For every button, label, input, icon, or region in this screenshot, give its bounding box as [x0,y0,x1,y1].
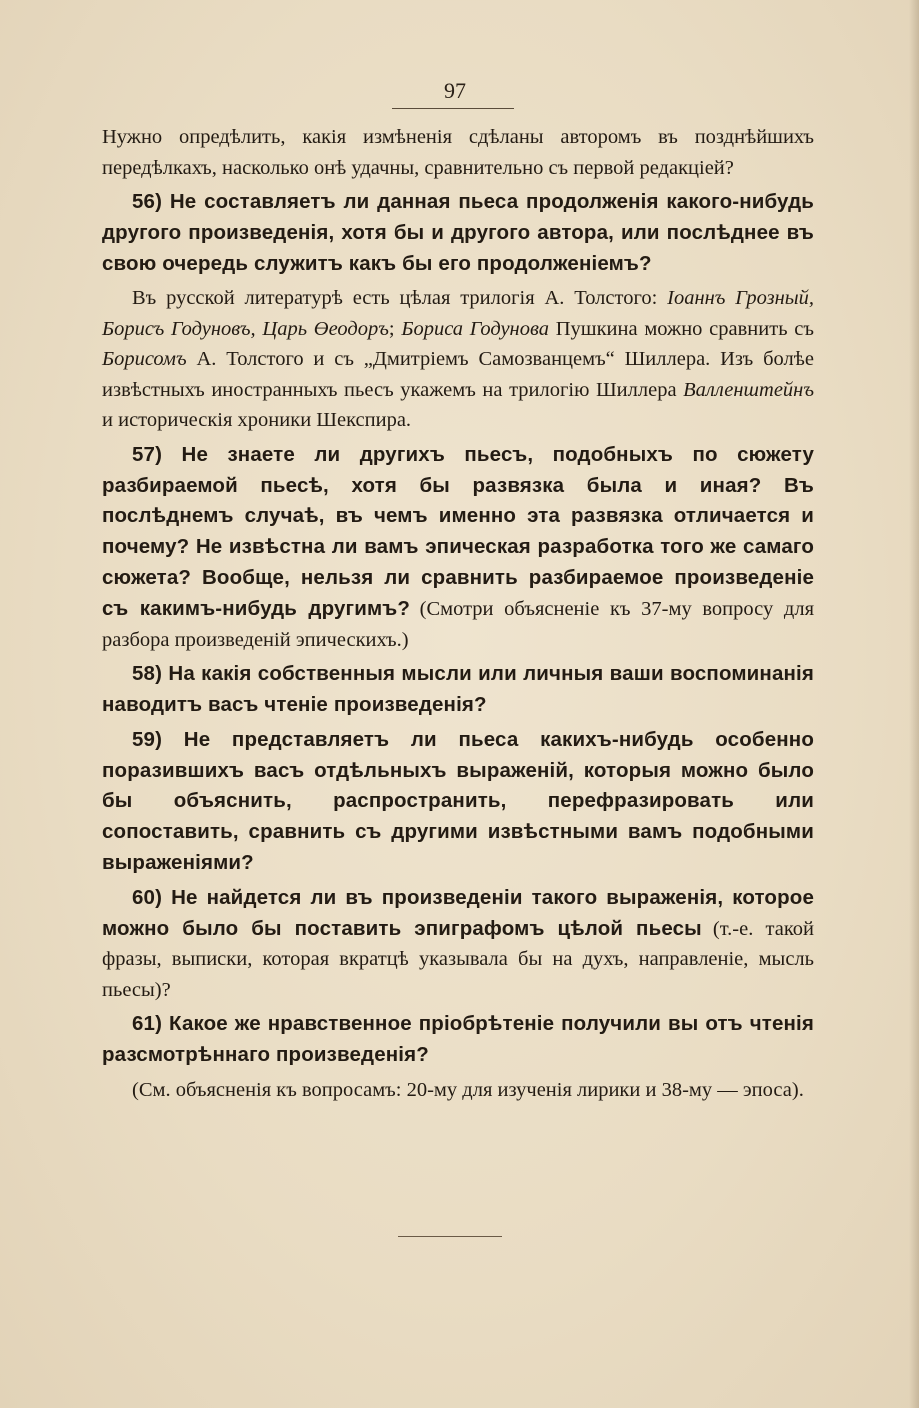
question-61: 61) Какое же нравственное пріобрѣтеніе получили вы отъ чтенія разсмотрѣннаго произведенія? [102,1012,814,1067]
page-number: 97 [444,78,466,103]
question-60-explanation: (т.-е. такой фразы, выписки, которая вкратцѣ указывала бы на духъ, направленіе, мысль пьесы)? [102,917,815,1001]
question-60-text: 60) Не найдется ли въ произведеніи такого выраженія, которое можно было бы поставить эпиграфомъ цѣлой пьесы [102,885,814,940]
end-rule [398,1236,502,1237]
closing-reference: (См. объясненія къ вопросамъ: 20-му для изученія лирики и 38-му — эпоса). [132,1078,804,1101]
question-57-text: 57) Не знаете ли другихъ пьесъ, подобныхъ по сюжету разбираемой пьесѣ, хотя бы развязка была и иная? Въ послѣднемъ случаѣ, въ чемъ именно эта развязка отличается и почему? Не извѣстна ли вамъ эпическая разработка того же самаго сюжета? Вообще, нельзя ли сравнить разбираемое произведеніе съ какимъ-нибудь другимъ? [102,442,814,620]
paragraph-redaction-note: Нужно опредѣлить, какія измѣненія сдѣланы авторомъ въ позднѣйшихъ передѣлкахъ, насколько онѣ удачны, сравнительно съ первой редакціей? [102,126,814,179]
trilogy-text-5: и историческія хроники Шекспира. [102,409,412,432]
title-boris: Борисомъ [102,348,187,371]
trilogy-text-4: А. Толстого и съ „Дмитріемъ Самозванцемъ“ Шиллера. Изъ болѣе извѣстныхъ иностранныхъ пьесъ укажемъ на трилогію Шиллера [102,348,814,401]
title-boris-godunov: Бориса Годунова [401,317,549,340]
question-58: 58) На какія собственныя мысли или личныя ваши воспоминанія наводитъ васъ чтеніе произведенія? [102,662,814,716]
trilogy-text-1: Въ русской литературѣ есть цѣлая трилогія А. Толстого: [132,287,668,310]
paragraph-trilogy-examples [102,283,814,436]
question-57 [102,440,814,655]
question-59: 59) Не представляетъ ли пьеса какихъ-нибудь особенно поразившихъ васъ отдѣльныхъ выраженій, которыя можно было бы объяснить, распространить, перефразировать или сопоставить, сравнить съ другими извѣстными вамъ подобными выраженіями? [102,727,814,874]
trilogy-title-tolstoy: Іоаннъ Грозный, Борисъ Годуновъ, Царь Өеодоръ [102,287,814,340]
question-56: 56) Не составляетъ ли данная пьеса продолженія какого-нибудь другого произведенія, хотя бы и другого автора, или послѣднее въ свою очередь служитъ какъ бы его продолженіемъ? [102,190,814,275]
question-60 [102,883,814,1006]
trilogy-text-3: Пушкина можно сравнить съ [548,317,814,340]
page-edge-shadow [909,0,919,1408]
page-number-rule [392,108,514,109]
trilogy-text-2: ; [388,317,402,340]
page-body [102,122,814,1105]
title-wallenstein: Валленштейнъ [683,378,814,401]
question-57-reference: (Смотри объясненіе къ 37-му вопросу для разбора произведеній эпическихъ.) [102,597,814,651]
